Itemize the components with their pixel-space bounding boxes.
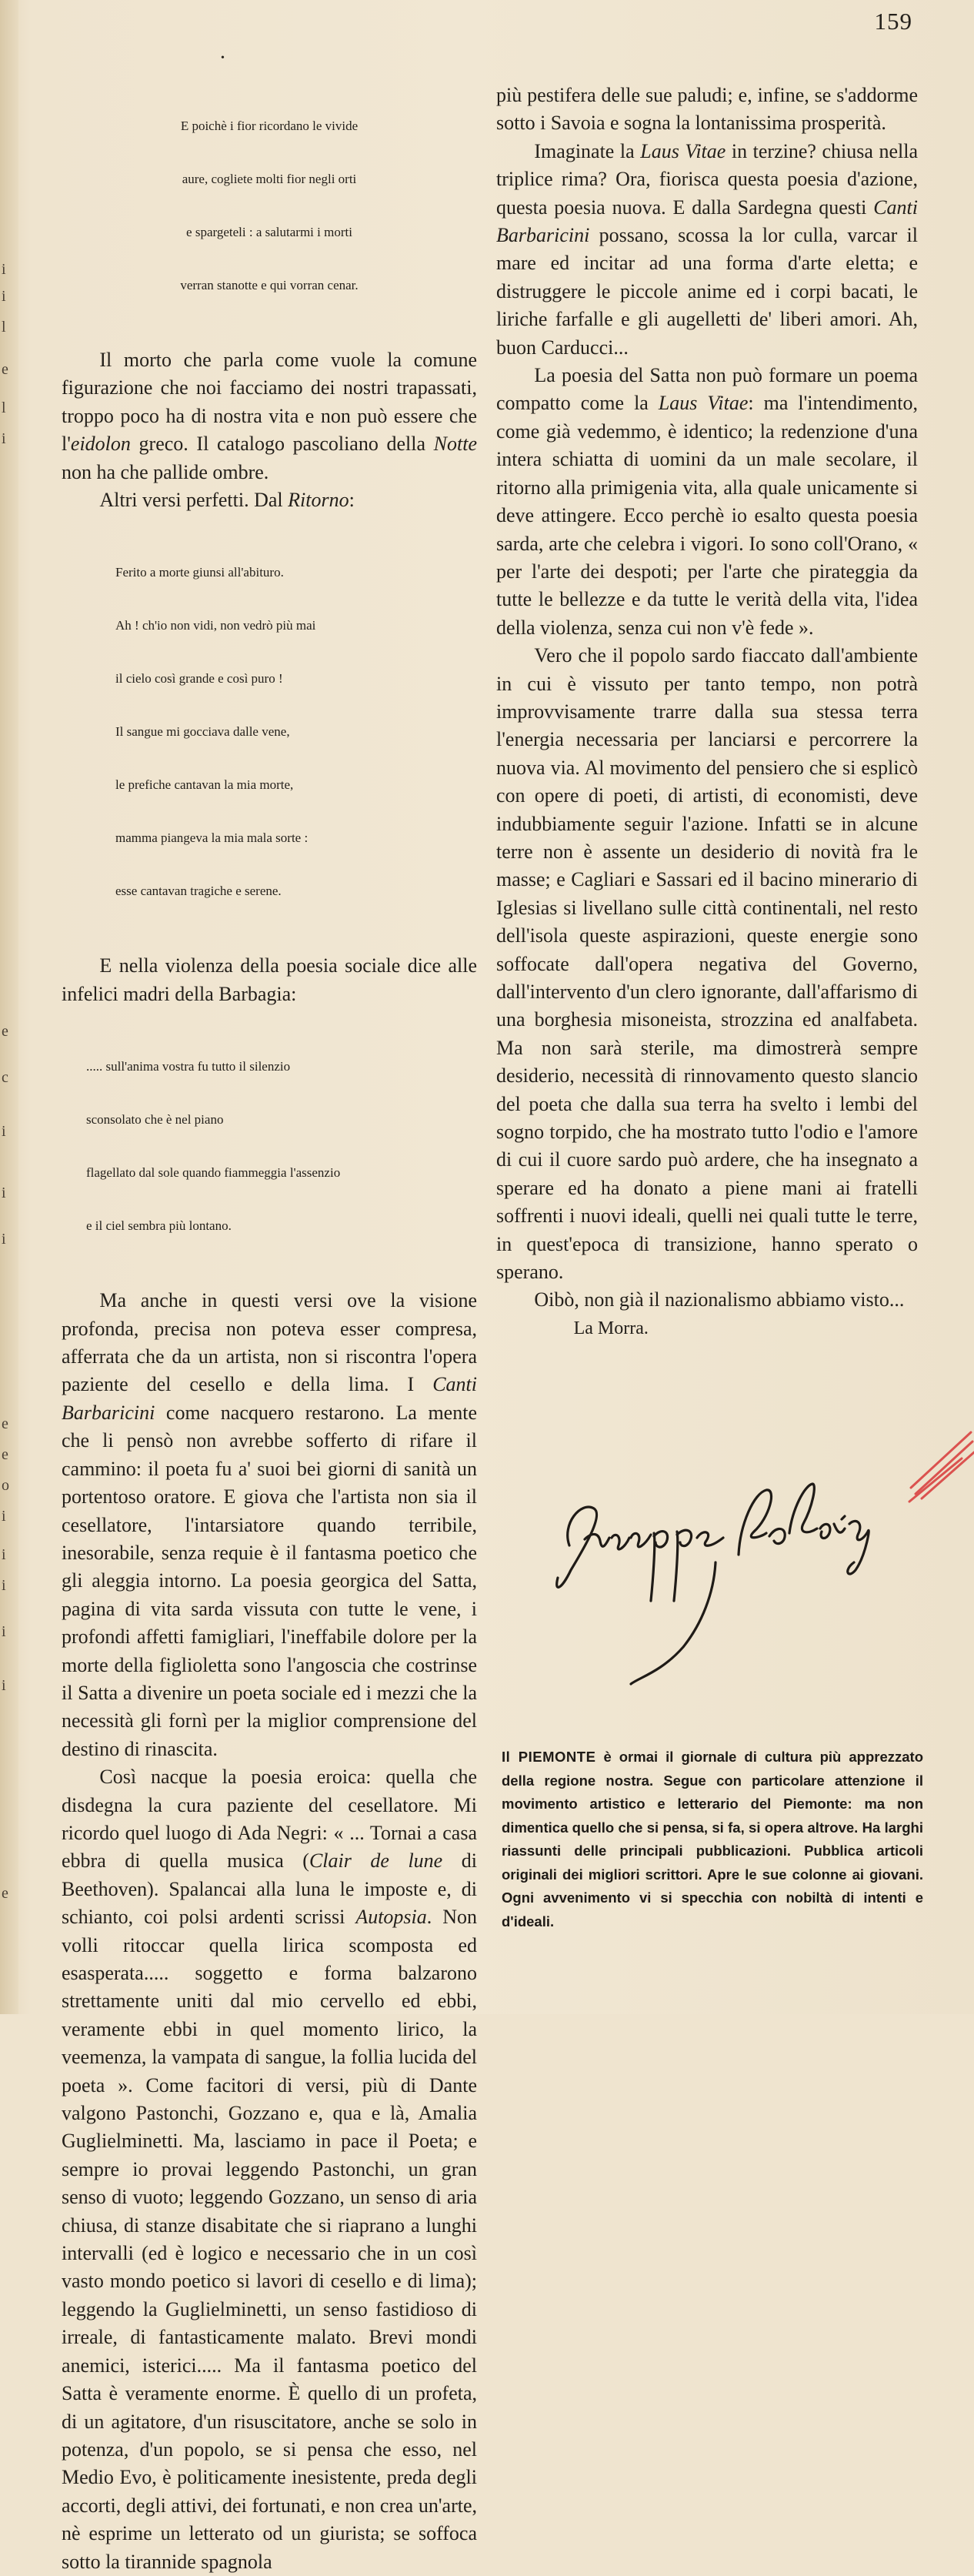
advertisement (502, 1746, 923, 1933)
paragraph: Così nacque la poesia eroica: quella che disdegna la cura paziente del cesellatore. Mi ricordo quel luogo di Ada Negri: « ... Tornai a casa ebbra di quella musica (Clair de lune di Beethoven). Spalancai alla luna le imposte e, di schianto, coi polsi ardenti scrissi Autopsia. Non volli ritoccar quella lirica scomposta ed esasperata..... soggetto e forma balzarono strettamente uniti dal mio cervello ed ebbi, veramente ebbi in quel momento lirico, la veemenza, la vampata di sangue, la follia lucida del poeta ». Come facitori di versi, più di Dante valgono Pastonchi, Gozzano e, qua e là, Amalia Guglielminetti. Ma, lasciamo in pace il Poeta; e sempre io provai leggendo Pastonchi, un gran senso di vuoto; leggendo Gozzano, un senso di aria chiusa, di stanze disabitate che si riaprano a lunghi intervalli (ed è logico e necessario che in un così vasto mondo poetico si lavori di cesello e di lima); leggendo la Guglielminetti, un senso fastidioso di irreale, di fantasticamente malato. Brevi mondi anemici, isterici..... Ma il fantasma poetico del Satta è veramente enorme. È quello di un profeta, di un agitatore, d'un risuscitatore, anche se solo in potenza, d'un popolo, se si pensa che esso, nel Medio Evo, è politicamente inesistente, preda degli accorti, degli attivi, dei fortunati, e non crea un'arte, nè esprime un letterato od un giurista; se soffoca sotto la tirannide spagnola (62, 1766, 477, 2573)
margin-letter: l (2, 319, 6, 336)
paragraph: La poesia del Satta non può formare un poema compatto come la Laus Vitae: ma l'intendimento, come già vedemmo, è identico; la redenzione d'una intera schiatta di uomini da un male secolare, il ritorno alla primigenia vita, alla quale unicamente si deve attingere. Ecco perchè io esalto questa poesia sarda, arte che celebra i vigori. Io sono coll'Orano, « per l'arte dei despoti; per l'arte che pirateggia da tutte le bellezze e da tutte le verità della vita, l'idea della violenza, senza cui non v'è fede ». (496, 364, 918, 639)
verse-line: verran stanotte e qui vorran cenar. (180, 278, 359, 292)
margin-letter: i (2, 288, 6, 305)
red-pencil-mark (908, 1428, 974, 1512)
right-column (496, 82, 918, 1342)
paragraph: Vero che il popolo sardo fiaccato dall'ambiente in cui è vissuto per tanto tempo, non potrà improvvisamente trarre dalla sua stessa terra l'energia necessaria per lanciarsi e percorrere la nuova via. Al movimento del pensiero che si esplicò con opere di poeti, di artisti, di economisti, deve indubbiamente seguir l'azione. Infatti se in alcune terre non è assente un desiderio di novità fra le masse; e Cagliari e Sassari ed il bacino minerario di Iglesias si livellano sulle città continentali, nel resto dell'isola queste aspirazioni, queste energie sono soffocate dall'opera negativa del Governo, dall'intervento d'un clero ignorante, dall'affarismo di una borghesia misoneista, strozzina ed analfabeta. Ma non sarà sterile, ma dimostrerà sempre desiderio, necessità di rinnovamento questo slancio del poeta che dalla sua terra ha svelto i lembi del sogno torpido, che ha mostrato tutto l'odio e l'amore di cui il cuore sardo può ardere, che ha insegnato a sperare ed ha donato a piene mani ai fratelli soffrenti i nuovi ideali, quelli nei quali tutte le terre, in quest'epoca di transizione, hanno sperato o sperano. (496, 644, 918, 1284)
paragraph: Altri versi perfetti. Dal Ritorno: (99, 489, 355, 512)
margin-letter: i (2, 1677, 6, 1694)
verse-line: le prefiche cantavan la mia morte, (115, 777, 294, 793)
margin-letter: i (2, 1546, 6, 1563)
margin-letter: o (2, 1477, 9, 1494)
margin-letter: c (2, 1069, 8, 1086)
left-margin-strip (0, 0, 18, 2014)
margin-letter: i (2, 261, 6, 278)
margin-letter: i (2, 430, 6, 447)
verse-line: E poichè i fior ricordano le vivide (180, 119, 359, 133)
verse-block-3 (62, 1022, 477, 1270)
margin-letter: l (2, 399, 6, 416)
margin-letter: i (2, 1123, 6, 1140)
advertisement-text: è ormai il giornale di cultura più apprezzato della regione nostra. Segue con particolare attenzione il movimento artistico e letterario del Piemonte: ma non dimentica quello che si pensa, si fa, si opera altrove. Ha larghi riassunti delle principali pubblicazioni. Pubblica articoli originali dei migliori scrittori. Apre le sue colonne ai giovani. Ogni avvenimento vi si specchia con nobiltà di intenti e d'ideali. (502, 1749, 923, 1929)
margin-letter: e (2, 1446, 8, 1463)
left-column (62, 82, 477, 2576)
verse-line: sconsolato che è nel piano (86, 1112, 224, 1128)
margin-letter: e (2, 1023, 8, 1040)
signature-place: La Morra. (573, 1318, 649, 1338)
paragraph: Imaginate la Laus Vitae in terzine? chiusa nella triplice rima? Ora, fiorisca questa poesia d'azione, questa poesia nuova. E dalla Sardegna questi Canti Barbaricini possano, scossa la lor culla, varcar il mare ed incitar ad una forma d'arte eletta; e distruggere le piccole anime ed i corpi bacati, le liriche farfalle e gli augelletti de' liberi amori. Ah, buon Carducci... (496, 139, 918, 359)
margin-letter: e (2, 361, 8, 378)
margin-letter: i (2, 1623, 6, 1640)
verse-block-2 (62, 528, 477, 935)
verse-line: Ferito a morte giunsi all'abituro. (115, 565, 284, 580)
paragraph: E nella violenza della poesia sociale dice alle infelici madri della Barbagia: (62, 954, 477, 1005)
margin-letter: e (2, 1885, 8, 1902)
paragraph: Il morto che parla come vuole la comune figurazione che noi facciamo dei nostri trapassati, troppo poco ha di nostra vita e non può essere che l'eidolon greco. Il catalogo pascoliano della Notte non ha che pallide ombre. (62, 349, 477, 483)
verse-line: Il sangue mi gocciava dalle vene, (115, 724, 290, 740)
verse-line: e spargeteli : a salutarmi i morti (186, 225, 352, 239)
handwritten-signature (539, 1447, 916, 1693)
verse-line: mamma piangeva la mia mala sorte : (115, 830, 309, 846)
margin-letter: i (2, 1577, 6, 1594)
page-number: 159 (874, 8, 912, 35)
verse-block-1 (62, 82, 477, 329)
paragraph: Oibò, non già il nazionalismo abbiamo visto... (534, 1288, 905, 1311)
ink-dot: • (221, 52, 225, 64)
verse-line: ..... sull'anima vostra fu tutto il silenzio (86, 1059, 291, 1074)
verse-line: e il ciel sembra più lontano. (86, 1218, 232, 1234)
margin-letter: i (2, 1231, 6, 1248)
verse-line: flagellato dal sole quando fiammeggia l'assenzio (86, 1165, 341, 1181)
paragraph: Ma anche in questi versi ove la visione profonda, precisa non poteva esser compresa, afferrata che da un artista, non si riscontra l'opera paziente del cesello e della lima. I Canti Barbaricini come nacquero restarono. La mente che li pensò non avrebbe sofferto di rifare il cammino: il poeta fu a' suoi bei giorni di sanità un portentoso oratore. E giova che l'artista non sia il cesellatore, l'intarsiatore quando terribile, inesorabile, senza requie è il fantasma poetico che gli aleggia intorno. La poesia georgica del Satta, pagina di vita sarda vissuta con tutte le vene, i profondi affetti famigliari, l'ineffabile dolore per la morte della figlioletta sono l'angoscia che costrinse il Satta a divenire un poeta sociale ed i mezzi che la necessità gli fornì per la miglior comprensione del destino di rinascita. (62, 1289, 477, 1760)
verse-line: Ah ! ch'io non vidi, non vedrò più mai (115, 618, 316, 633)
advertisement-lead: Il PIEMONTE (502, 1749, 596, 1765)
margin-letter: i (2, 1508, 6, 1525)
verse-line: esse cantavan tragiche e serene. (115, 884, 282, 899)
paragraph: più pestifera delle sue paludi; e, infine, se s'addorme sotto i Savoia e sogna la lontanissima prosperità. (496, 84, 918, 135)
margin-letter: i (2, 1184, 6, 1201)
verse-line: il cielo così grande e così puro ! (115, 671, 283, 687)
verse-line: aure, cogliete molti fior negli orti (182, 172, 357, 186)
margin-letter: e (2, 1415, 8, 1432)
